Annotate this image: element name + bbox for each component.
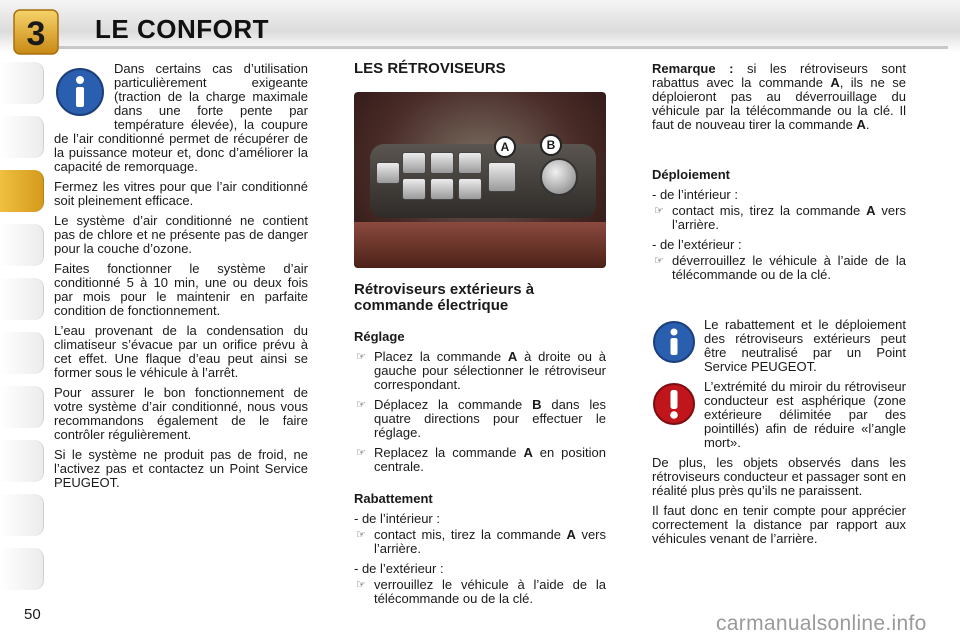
paragraph: L’eau provenant de la condensation du climatiseur s’évacue par un orifice prévu à cet effet. Une flaque d’eau peut ainsi se former sous le véhicule à l’arrêt.: [54, 323, 308, 380]
warning-icon: [652, 382, 696, 426]
pointing-hand-icon: ☞: [654, 205, 664, 217]
watermark: carmanualsonline.info: [716, 612, 927, 635]
rabattement-heading: Rabattement: [354, 491, 433, 506]
paragraph: Le système d’air conditionné ne contient pas de chlore et ne présente pas de danger pour la couche d’ozone.: [54, 213, 308, 256]
interior-label: - de l’intérieur :: [354, 511, 440, 526]
mirror-fold-switch: [488, 162, 516, 192]
interior-label: - de l’intérieur :: [652, 187, 738, 202]
info-note-text: Le rabattement et le déploiement des rétroviseurs extérieurs peut être neutralisé par un Point Service PEUGEOT.: [704, 317, 906, 374]
window-switch: [430, 178, 454, 200]
right-column: [652, 62, 906, 552]
chapter-tab-7[interactable]: [0, 386, 44, 428]
left-column: [54, 62, 308, 496]
chapter-tab-5[interactable]: [0, 278, 44, 320]
section-title: LES RÉTROVISEURS: [354, 60, 506, 77]
mirror-adjust-knob: [540, 158, 578, 196]
info-icon: [54, 66, 106, 118]
rabattement-item: ☞ verrouillez le véhicule à l’aide de la télécommande ou de la clé.: [356, 577, 606, 606]
chapter-tab-9[interactable]: [0, 494, 44, 536]
paragraph: Fermez les vitres pour que l’air conditionné soit pleinement efficace.: [54, 179, 308, 208]
reglage-heading: Réglage: [354, 329, 405, 344]
pointing-hand-icon: ☞: [356, 447, 366, 459]
chapter-tab-6[interactable]: [0, 332, 44, 374]
window-switch: [402, 152, 426, 174]
photo-label-b: B: [540, 134, 562, 156]
window-switch: [402, 178, 426, 200]
chapter-tab-8[interactable]: [0, 440, 44, 482]
subsection-title: Rétroviseurs extérieurs à commande électrique: [354, 281, 535, 314]
exterior-label: - de l’extérieur :: [652, 237, 742, 252]
chapter-tab-10[interactable]: [0, 548, 44, 590]
photo-label-a: A: [494, 136, 516, 158]
door-trim: [354, 222, 606, 268]
paragraph: Si le système ne produit pas de froid, ne l’activez pas et contactez un Point Service PEUGEOT.: [54, 447, 308, 490]
paragraph: Pour assurer le bon fonctionnement de votre système d’air conditionné, nous vous recommandons également de le faire contrôler régulièrement.: [54, 385, 308, 442]
deploiement-item: ☞ contact mis, tirez la commande A vers l’arrière.: [654, 203, 906, 232]
rabattement-item: ☞ contact mis, tirez la commande A vers l’arrière.: [356, 527, 607, 556]
warning-note-text: L’extrémité du miroir du rétroviseur conducteur est asphérique (zone extérieure délimitée par des pointillés) afin de réduire «l’angle mort».: [704, 379, 906, 450]
reglage-item: ☞ Déplacez la commande B dans les quatre directions pour effectuer le réglage.: [356, 397, 606, 440]
exterior-label: - de l’extérieur :: [354, 561, 444, 576]
window-switch: [376, 162, 400, 184]
chapter-tab-2[interactable]: [0, 116, 44, 158]
pointing-hand-icon: ☞: [654, 255, 664, 267]
paragraph: De plus, les objets observés dans les rétroviseurs conducteur et passager sont en réalité plus près qu’ils ne paraissent.: [652, 455, 906, 498]
deploiement-item: ☞ déverrouillez le véhicule à l’aide de la télécommande ou de la clé.: [654, 253, 906, 282]
window-switch: [458, 178, 482, 200]
pointing-hand-icon: ☞: [356, 579, 366, 591]
reglage-item: ☞ Placez la commande A à droite ou à gauche pour sélectionner le rétroviseur correspondant.: [356, 349, 607, 392]
window-switch: [458, 152, 482, 174]
deploiement-heading: Déploiement: [652, 167, 731, 182]
pointing-hand-icon: ☞: [356, 351, 366, 363]
remarque-paragraph: Remarque : si les rétroviseurs sont rabattus avec la commande A, ils ne se déploieront pas au déverrouillage du véhicule par la télécommande ou la clé. Il faut de nouveau tirer la commande A.: [652, 61, 906, 132]
page-header: [0, 0, 960, 52]
warning-note: [652, 380, 906, 450]
pointing-hand-icon: ☞: [356, 399, 366, 411]
chapter-tab-4[interactable]: [0, 224, 44, 266]
header-rule: [58, 46, 948, 49]
middle-column: [354, 62, 606, 612]
chapter-tab-1[interactable]: [0, 62, 44, 104]
chapter-tab-3-active[interactable]: [0, 170, 44, 212]
page-title: LE CONFORT: [95, 14, 269, 44]
window-switch: [430, 152, 454, 174]
chapter-badge: [10, 6, 64, 60]
paragraph: Il faut donc en tenir compte pour apprécier correctement la distance par rapport aux véhicules venant de l’arrière.: [652, 503, 906, 546]
page-number: 50: [24, 606, 41, 623]
chapter-tabs: [0, 62, 48, 582]
pointing-hand-icon: ☞: [356, 529, 366, 541]
mirror-controls-photo: [354, 92, 606, 268]
paragraph: Faites fonctionner le système d’air conditionné 5 à 10 min, une ou deux fois par mois pour le maintenir en parfaite condition de fonctionnement.: [54, 261, 308, 318]
info-icon: [652, 320, 696, 364]
info-note: [652, 318, 906, 374]
chapter-number: 3: [26, 15, 46, 53]
reglage-item: ☞ Replacez la commande A en position centrale.: [356, 445, 606, 474]
paragraph: Dans certains cas d’utilisation particulièrement exigeante (traction de la charge maximale dans une forte pente par température élevée), la coupure de l’air conditionné permet de récupérer de la puissance moteur et, donc d’améliorer la capacité de remorquage.: [54, 61, 308, 174]
